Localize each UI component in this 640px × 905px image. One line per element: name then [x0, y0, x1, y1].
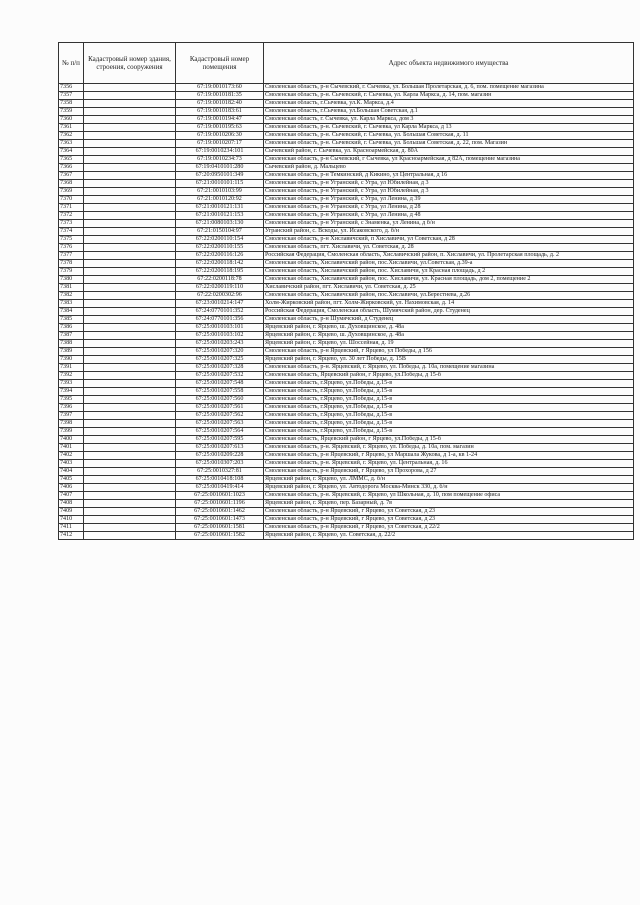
property-address: Ярцевский район, г. Ярцево, ул. ЛММС, д. б/н — [264, 476, 634, 484]
table-row — [59, 260, 634, 268]
table-row — [59, 284, 634, 292]
table-row — [59, 348, 634, 356]
header-address: Адрес объекта недвижимого имущества — [264, 43, 634, 84]
building-cadastral-cell — [84, 452, 176, 460]
table-row — [59, 388, 634, 396]
table-row — [59, 204, 634, 212]
property-address: Угранский район, с. Вскоды, ул. Исаковского, д. б/н — [264, 228, 634, 236]
table-row — [59, 132, 634, 140]
table-row — [59, 508, 634, 516]
building-cadastral-cell — [84, 420, 176, 428]
property-address: Смоленская область, р-н. Ярцевский, г. Ярцево, ул. Победы, д. 10а, пом. магазин — [264, 444, 634, 452]
room-cadastral-number: 67:25:0010207:561 — [176, 404, 264, 412]
row-number: 7356 — [59, 84, 84, 92]
property-address: Смоленская область, г. Сычевка, ул. Карла Маркса, дом 3 — [264, 116, 634, 124]
room-cadastral-number: 67:25:0010207:532 — [176, 372, 264, 380]
room-cadastral-number: 67:19:0010181:35 — [176, 92, 264, 100]
row-number: 7396 — [59, 404, 84, 412]
table-row — [59, 108, 634, 116]
row-number: 7392 — [59, 372, 84, 380]
row-number: 7389 — [59, 348, 84, 356]
room-cadastral-number: 67:25:0010601:1581 — [176, 524, 264, 532]
property-address: Смоленская область, пгт. Хиславичи, ул. Советская, д. 28 — [264, 244, 634, 252]
room-cadastral-number: 67:25:0010207:564 — [176, 428, 264, 436]
room-cadastral-number: 67:25:0010419:414 — [176, 484, 264, 492]
building-cadastral-cell — [84, 116, 176, 124]
property-address: Смоленская область, г.Ярцево, ул.Победы, д.15-в — [264, 404, 634, 412]
row-number: 7363 — [59, 140, 84, 148]
building-cadastral-cell — [84, 468, 176, 476]
table-row — [59, 276, 634, 284]
room-cadastral-number: 67:25:0010601:1473 — [176, 516, 264, 524]
table-row — [59, 164, 634, 172]
row-number: 7386 — [59, 324, 84, 332]
row-number: 7407 — [59, 492, 84, 500]
table-row — [59, 308, 634, 316]
table-row — [59, 484, 634, 492]
building-cadastral-cell — [84, 260, 176, 268]
building-cadastral-cell — [84, 100, 176, 108]
property-address: Смоленская область, г.Ярцево, ул.Победы, д.15-в — [264, 428, 634, 436]
row-number: 7378 — [59, 260, 84, 268]
property-address: Смоленская область, р-н. Сычевский, г. Сычевка, ул. Большая Советская, д. 22, пом. Магазин — [264, 140, 634, 148]
table-row — [59, 180, 634, 188]
property-address: Смоленская область, р-н Угранский, с Знаменка, ул Ленина, д б/н — [264, 220, 634, 228]
building-cadastral-cell — [84, 212, 176, 220]
building-cadastral-cell — [84, 356, 176, 364]
row-number: 7388 — [59, 340, 84, 348]
row-number: 7395 — [59, 396, 84, 404]
room-cadastral-number: 67:23:0010214:147 — [176, 300, 264, 308]
building-cadastral-cell — [84, 460, 176, 468]
row-number: 7387 — [59, 332, 84, 340]
building-cadastral-cell — [84, 132, 176, 140]
property-address: Смоленская область, р-н. Ярцевский, г. Ярцево, ул. Победы, д. 10а, помещение магазина — [264, 364, 634, 372]
row-number: 7382 — [59, 292, 84, 300]
table-row — [59, 436, 634, 444]
room-cadastral-number: 67:19:0410101:280 — [176, 164, 264, 172]
table-body — [59, 84, 634, 540]
property-address: Смоленская область, р-н Угранский, с Угра, ул Юбилейная, д 3 — [264, 180, 634, 188]
property-address: Смоленская область, Ярцевский район, г Ярцево, ул.Победы, д 15-б — [264, 372, 634, 380]
table-row — [59, 292, 634, 300]
property-address: Смоленская область, р-н Сычевский, г Сычевка, ул Красноармейская, д 82А, помещение магазина — [264, 156, 634, 164]
room-cadastral-number: 67:25:0010203:243 — [176, 340, 264, 348]
table-row — [59, 316, 634, 324]
row-number: 7361 — [59, 124, 84, 132]
row-number: 7374 — [59, 228, 84, 236]
row-number: 7412 — [59, 532, 84, 540]
table-row — [59, 380, 634, 388]
table-row — [59, 268, 634, 276]
room-cadastral-number: 67:22:0200118:142 — [176, 260, 264, 268]
building-cadastral-cell — [84, 524, 176, 532]
building-cadastral-cell — [84, 188, 176, 196]
property-address: Смоленская область, р-н Темкинский, д Кикино, ул Центральная, д 16 — [264, 172, 634, 180]
room-cadastral-number: 67:21:0010103:99 — [176, 188, 264, 196]
property-address: Смоленская область, р-н Ярцевский, г Ярцево, ул Прохорова, д 27 — [264, 468, 634, 476]
building-cadastral-cell — [84, 492, 176, 500]
building-cadastral-cell — [84, 292, 176, 300]
building-cadastral-cell — [84, 316, 176, 324]
row-number: 7399 — [59, 428, 84, 436]
row-number: 7357 — [59, 92, 84, 100]
row-number: 7409 — [59, 508, 84, 516]
row-number: 7360 — [59, 116, 84, 124]
row-number: 7364 — [59, 148, 84, 156]
building-cadastral-cell — [84, 436, 176, 444]
row-number: 7385 — [59, 316, 84, 324]
room-cadastral-number: 67:25:0010307:203 — [176, 460, 264, 468]
row-number: 7398 — [59, 420, 84, 428]
room-cadastral-number: 67:20:0950101:349 — [176, 172, 264, 180]
property-address: Смоленская область, р-н. Ярцевский, г. Ярцево, ул Школьная, д. 10, пом помещение офиса — [264, 492, 634, 500]
table-row — [59, 428, 634, 436]
table-row — [59, 92, 634, 100]
property-address: Ярцевский район, г. Ярцево, ул. Советская, д. 22/2 — [264, 532, 634, 540]
row-number: 7370 — [59, 196, 84, 204]
building-cadastral-cell — [84, 124, 176, 132]
property-address: Ярцевский район, г. Ярцево, ш. Духовщинское, д. 48а — [264, 324, 634, 332]
table-row — [59, 516, 634, 524]
room-cadastral-number: 67:19:0010206:30 — [176, 132, 264, 140]
property-address: Сычевский район, г. Сычевка, ул. Красноармейская, д. 80А — [264, 148, 634, 156]
row-number: 7384 — [59, 308, 84, 316]
property-address: Ярцевский район, г. Ярцево, ул. 30 лет Победы, д. 15В — [264, 356, 634, 364]
building-cadastral-cell — [84, 380, 176, 388]
property-address: Смоленская область, г.Ярцево, ул.Победы, д.15-в — [264, 380, 634, 388]
room-cadastral-number: 67:19:0010195:63 — [176, 124, 264, 132]
building-cadastral-cell — [84, 156, 176, 164]
row-number: 7371 — [59, 204, 84, 212]
table-row — [59, 212, 634, 220]
row-number: 7408 — [59, 500, 84, 508]
building-cadastral-cell — [84, 284, 176, 292]
table-row — [59, 460, 634, 468]
table-row — [59, 420, 634, 428]
table-row — [59, 332, 634, 340]
row-number: 7369 — [59, 188, 84, 196]
property-address: Смоленская область, р-н Сычевский, г. Сычевка, ул. Большая Пролетарская, д. 6, пом. помещение магазина — [264, 84, 634, 92]
building-cadastral-cell — [84, 300, 176, 308]
property-address: Смоленская область, г.Ярцево, ул.Победы, д.15-в — [264, 412, 634, 420]
room-cadastral-number: 67:21:0010121:153 — [176, 212, 264, 220]
room-cadastral-number: 67:21:0010120:92 — [176, 196, 264, 204]
property-address: Смоленская область, Хиславичский район, пос.Хиславичи, ул.Советская, д.39-а — [264, 260, 634, 268]
header-room-cadastral: Кадастровый номер помещения — [176, 43, 264, 84]
row-number: 7373 — [59, 220, 84, 228]
property-address: Ярцевский район, г. Ярцево, пер. Базарный, д. 7в — [264, 500, 634, 508]
building-cadastral-cell — [84, 516, 176, 524]
building-cadastral-cell — [84, 324, 176, 332]
row-number: 7362 — [59, 132, 84, 140]
building-cadastral-cell — [84, 500, 176, 508]
building-cadastral-cell — [84, 396, 176, 404]
room-cadastral-number: 67:25:0010207:595 — [176, 436, 264, 444]
room-cadastral-number: 67:21:0080103:130 — [176, 220, 264, 228]
row-number: 7404 — [59, 468, 84, 476]
property-address: Смоленская область, р-н. Сычевский, г. Сычевка, ул Карла Маркса, д 13 — [264, 124, 634, 132]
row-number: 7401 — [59, 444, 84, 452]
table-row — [59, 244, 634, 252]
table-row — [59, 396, 634, 404]
room-cadastral-number: 67:25:0010207:558 — [176, 388, 264, 396]
table-row — [59, 100, 634, 108]
room-cadastral-number: 67:25:0010209:228 — [176, 452, 264, 460]
building-cadastral-cell — [84, 364, 176, 372]
building-cadastral-cell — [84, 244, 176, 252]
table-row — [59, 148, 634, 156]
room-cadastral-number: 67:19:0010207:17 — [176, 140, 264, 148]
room-cadastral-number: 67:25:0010207:328 — [176, 364, 264, 372]
row-number: 7358 — [59, 100, 84, 108]
table-row — [59, 188, 634, 196]
table-row — [59, 444, 634, 452]
building-cadastral-cell — [84, 236, 176, 244]
row-number: 7366 — [59, 164, 84, 172]
property-address: Смоленская область, Хиславичский район, пос. Хиславичи, ул Красная площадь, д 2 — [264, 268, 634, 276]
room-cadastral-number: 67:21:0150104:97 — [176, 228, 264, 236]
table-row — [59, 116, 634, 124]
property-register-table — [58, 42, 634, 540]
room-cadastral-number: 67:25:0010601:1582 — [176, 532, 264, 540]
building-cadastral-cell — [84, 228, 176, 236]
property-address: Смоленская область, р-н Угранский, с Угра, ул Ленина, д 48 — [264, 212, 634, 220]
row-number: 7359 — [59, 108, 84, 116]
table-row — [59, 404, 634, 412]
property-address: Смоленская область, Хиславичский район, пос. Хиславичи, ул. Красная площадь, дом 2, помещение 2 — [264, 276, 634, 284]
building-cadastral-cell — [84, 476, 176, 484]
building-cadastral-cell — [84, 84, 176, 92]
building-cadastral-cell — [84, 308, 176, 316]
row-number: 7391 — [59, 364, 84, 372]
table-row — [59, 228, 634, 236]
room-cadastral-number: 67:25:0010207:548 — [176, 380, 264, 388]
building-cadastral-cell — [84, 180, 176, 188]
property-address: Смоленская область, р-н. Сычевский, г. Сычевка, ул. Карла Маркса, д. 14, пом. магазин — [264, 92, 634, 100]
property-address: Смоленская область, г.Ярцево, ул.Победы, д.15-в — [264, 388, 634, 396]
property-address: Холм-Жирковский район, пгт. Холм-Жирковский, ул. Нахимовская, д. 14 — [264, 300, 634, 308]
room-cadastral-number: 67:22:0200110:154 — [176, 236, 264, 244]
property-address: Смоленская область, р-н Шумячский, д Студенец — [264, 316, 634, 324]
row-number: 7365 — [59, 156, 84, 164]
room-cadastral-number: 67:25:0010601:1023 — [176, 492, 264, 500]
table-row — [59, 372, 634, 380]
property-address: Российская Федерация, Смоленская область, Шумячский район, дер. Студенец — [264, 308, 634, 316]
property-address: Ярцевский район, г. Ярцево, ул. Шоссейная, д. 19 — [264, 340, 634, 348]
room-cadastral-number: 67:25:0010207:560 — [176, 396, 264, 404]
row-number: 7381 — [59, 284, 84, 292]
header-building-cadastral: Кадастровый номер здания, строения, сооружения — [84, 43, 176, 84]
building-cadastral-cell — [84, 276, 176, 284]
table-row — [59, 356, 634, 364]
row-number: 7377 — [59, 252, 84, 260]
room-cadastral-number: 67:25:0010207:563 — [176, 420, 264, 428]
building-cadastral-cell — [84, 532, 176, 540]
property-address: Смоленская область, г.Ярцево, ул.Победы, д.15-в — [264, 420, 634, 428]
building-cadastral-cell — [84, 404, 176, 412]
property-address: Смоленская область, р-н Угранский, с Угра, ул Ленина, д 28 — [264, 204, 634, 212]
row-number: 7372 — [59, 212, 84, 220]
row-number: 7406 — [59, 484, 84, 492]
row-number: 7380 — [59, 276, 84, 284]
room-cadastral-number: 67:25:0010207:613 — [176, 444, 264, 452]
property-address: Смоленская область, р-н Ярцевский, г Ярцево, ул Маршала Жукова, д 1-а, кв 1-24 — [264, 452, 634, 460]
table-row — [59, 196, 634, 204]
row-number: 7402 — [59, 452, 84, 460]
property-address: Смоленская область, р-н. Ярцевский, г. Ярцево, ул. Центральная, д. 16 — [264, 460, 634, 468]
row-number: 7367 — [59, 172, 84, 180]
property-address: Смоленская область, р-н Ярцевский, г Ярцево, ул Советская, д 23 — [264, 508, 634, 516]
building-cadastral-cell — [84, 172, 176, 180]
property-address: Смоленская область, р-н. Сычевский, г. Сычевка, ул. Большая Советская, д. 11 — [264, 132, 634, 140]
building-cadastral-cell — [84, 348, 176, 356]
table-row — [59, 156, 634, 164]
room-cadastral-number: 67:22:0200118:195 — [176, 268, 264, 276]
room-cadastral-number: 67:22:0200118:78 — [176, 276, 264, 284]
row-number: 7411 — [59, 524, 84, 532]
table-row — [59, 492, 634, 500]
table-row — [59, 532, 634, 540]
building-cadastral-cell — [84, 252, 176, 260]
room-cadastral-number: 67:22:0200302:96 — [176, 292, 264, 300]
building-cadastral-cell — [84, 332, 176, 340]
building-cadastral-cell — [84, 388, 176, 396]
room-cadastral-number: 67:21:0010121:131 — [176, 204, 264, 212]
building-cadastral-cell — [84, 220, 176, 228]
building-cadastral-cell — [84, 204, 176, 212]
room-cadastral-number: 67:21:0010101:115 — [176, 180, 264, 188]
row-number: 7405 — [59, 476, 84, 484]
property-address: Хиславичский район, пгт. Хиславичи, ул. Советская, д. 25 — [264, 284, 634, 292]
room-cadastral-number: 67:25:0010207:320 — [176, 348, 264, 356]
room-cadastral-number: 67:24:0770101:352 — [176, 308, 264, 316]
property-address: Смоленская область, р-н Угранский, с Угра, ул Ленина, д 39 — [264, 196, 634, 204]
row-number: 7400 — [59, 436, 84, 444]
room-cadastral-number: 67:25:0010103:101 — [176, 324, 264, 332]
table-row — [59, 220, 634, 228]
row-number: 7390 — [59, 356, 84, 364]
building-cadastral-cell — [84, 340, 176, 348]
room-cadastral-number: 67:25:0010601:1196 — [176, 500, 264, 508]
building-cadastral-cell — [84, 148, 176, 156]
room-cadastral-number: 67:25:0010103:102 — [176, 332, 264, 340]
room-cadastral-number: 67:24:0770101:356 — [176, 316, 264, 324]
building-cadastral-cell — [84, 412, 176, 420]
table-row — [59, 452, 634, 460]
room-cadastral-number: 67:22:0200116:126 — [176, 252, 264, 260]
table-row — [59, 140, 634, 148]
building-cadastral-cell — [84, 92, 176, 100]
table-row — [59, 364, 634, 372]
building-cadastral-cell — [84, 196, 176, 204]
property-address: Смоленская область, р-н Угранский, с Угра, ул Юбилейная, д 3 — [264, 188, 634, 196]
table-row — [59, 172, 634, 180]
row-number: 7394 — [59, 388, 84, 396]
room-cadastral-number: 67:22:0200110:155 — [176, 244, 264, 252]
table-row — [59, 500, 634, 508]
table-row — [59, 412, 634, 420]
room-cadastral-number: 67:19:0010234:73 — [176, 156, 264, 164]
table-row — [59, 252, 634, 260]
table-row — [59, 84, 634, 92]
row-number: 7403 — [59, 460, 84, 468]
property-address: Сычевский район, д. Мальцево — [264, 164, 634, 172]
property-address: Смоленская область, Ярцевский район, г Ярцево, ул.Победы, д 15-б — [264, 436, 634, 444]
table-header-row — [59, 43, 634, 84]
building-cadastral-cell — [84, 444, 176, 452]
building-cadastral-cell — [84, 484, 176, 492]
room-cadastral-number: 67:19:0010182:40 — [176, 100, 264, 108]
table-row — [59, 236, 634, 244]
room-cadastral-number: 67:25:0010207:562 — [176, 412, 264, 420]
property-address: Смоленская область, Хиславичский район, пос.Хиславичи, ул.Берестнева, д.26 — [264, 292, 634, 300]
table-row — [59, 324, 634, 332]
row-number: 7379 — [59, 268, 84, 276]
building-cadastral-cell — [84, 428, 176, 436]
property-address: Ярцевский район, г. Ярцево, ш. Духовщинское, д. 48а — [264, 332, 634, 340]
property-address: Смоленская область, р-н Ярцевский, г Ярцево, ул Советская, д 23 — [264, 516, 634, 524]
table-row — [59, 124, 634, 132]
building-cadastral-cell — [84, 140, 176, 148]
building-cadastral-cell — [84, 372, 176, 380]
table-row — [59, 300, 634, 308]
row-number: 7393 — [59, 380, 84, 388]
table-row — [59, 468, 634, 476]
row-number: 7376 — [59, 244, 84, 252]
building-cadastral-cell — [84, 164, 176, 172]
property-address: Смоленская область, р-н Ярцевский, г Ярцево, ул Советская, д 22/2 — [264, 524, 634, 532]
building-cadastral-cell — [84, 508, 176, 516]
room-cadastral-number: 67:25:0010327:81 — [176, 468, 264, 476]
property-address: Ярцевский район, г. Ярцево, ул. Автодорога Москва-Минск 330, д. б/н — [264, 484, 634, 492]
property-address: Смоленская область, г.Сычевка, ул.К. Маркса, д.4 — [264, 100, 634, 108]
room-cadastral-number: 67:19:0010234:101 — [176, 148, 264, 156]
room-cadastral-number: 67:19:0010173:60 — [176, 84, 264, 92]
row-number: 7375 — [59, 236, 84, 244]
property-address: Смоленская область, г.Сычевка, ул.Большая Советская, д.1 — [264, 108, 634, 116]
table-row — [59, 476, 634, 484]
table-row — [59, 340, 634, 348]
property-address: Смоленская область, р-н Хиславичский, п Хиславичи, ул Советская, д 28 — [264, 236, 634, 244]
row-number: 7383 — [59, 300, 84, 308]
building-cadastral-cell — [84, 108, 176, 116]
row-number: 7368 — [59, 180, 84, 188]
property-address: Смоленская область, г.Ярцево, ул.Победы, д.15-в — [264, 396, 634, 404]
row-number: 7410 — [59, 516, 84, 524]
property-address: Российская Федерация, Смоленская область, Хиславичский район, п. Хиславичи, ул. Пролетарская площадь, д. 2 — [264, 252, 634, 260]
room-cadastral-number: 67:19:0010183:61 — [176, 108, 264, 116]
room-cadastral-number: 67:22:0200119:110 — [176, 284, 264, 292]
building-cadastral-cell — [84, 268, 176, 276]
table-row — [59, 524, 634, 532]
room-cadastral-number: 67:25:0010207:325 — [176, 356, 264, 364]
room-cadastral-number: 67:19:0010194:47 — [176, 116, 264, 124]
row-number: 7397 — [59, 412, 84, 420]
header-num: № п/п — [59, 43, 84, 84]
property-address: Смоленская область, р-н Ярцевский, г Ярцево, ул Победы, д 156 — [264, 348, 634, 356]
room-cadastral-number: 67:25:0010418:108 — [176, 476, 264, 484]
room-cadastral-number: 67:25:0010601:1462 — [176, 508, 264, 516]
